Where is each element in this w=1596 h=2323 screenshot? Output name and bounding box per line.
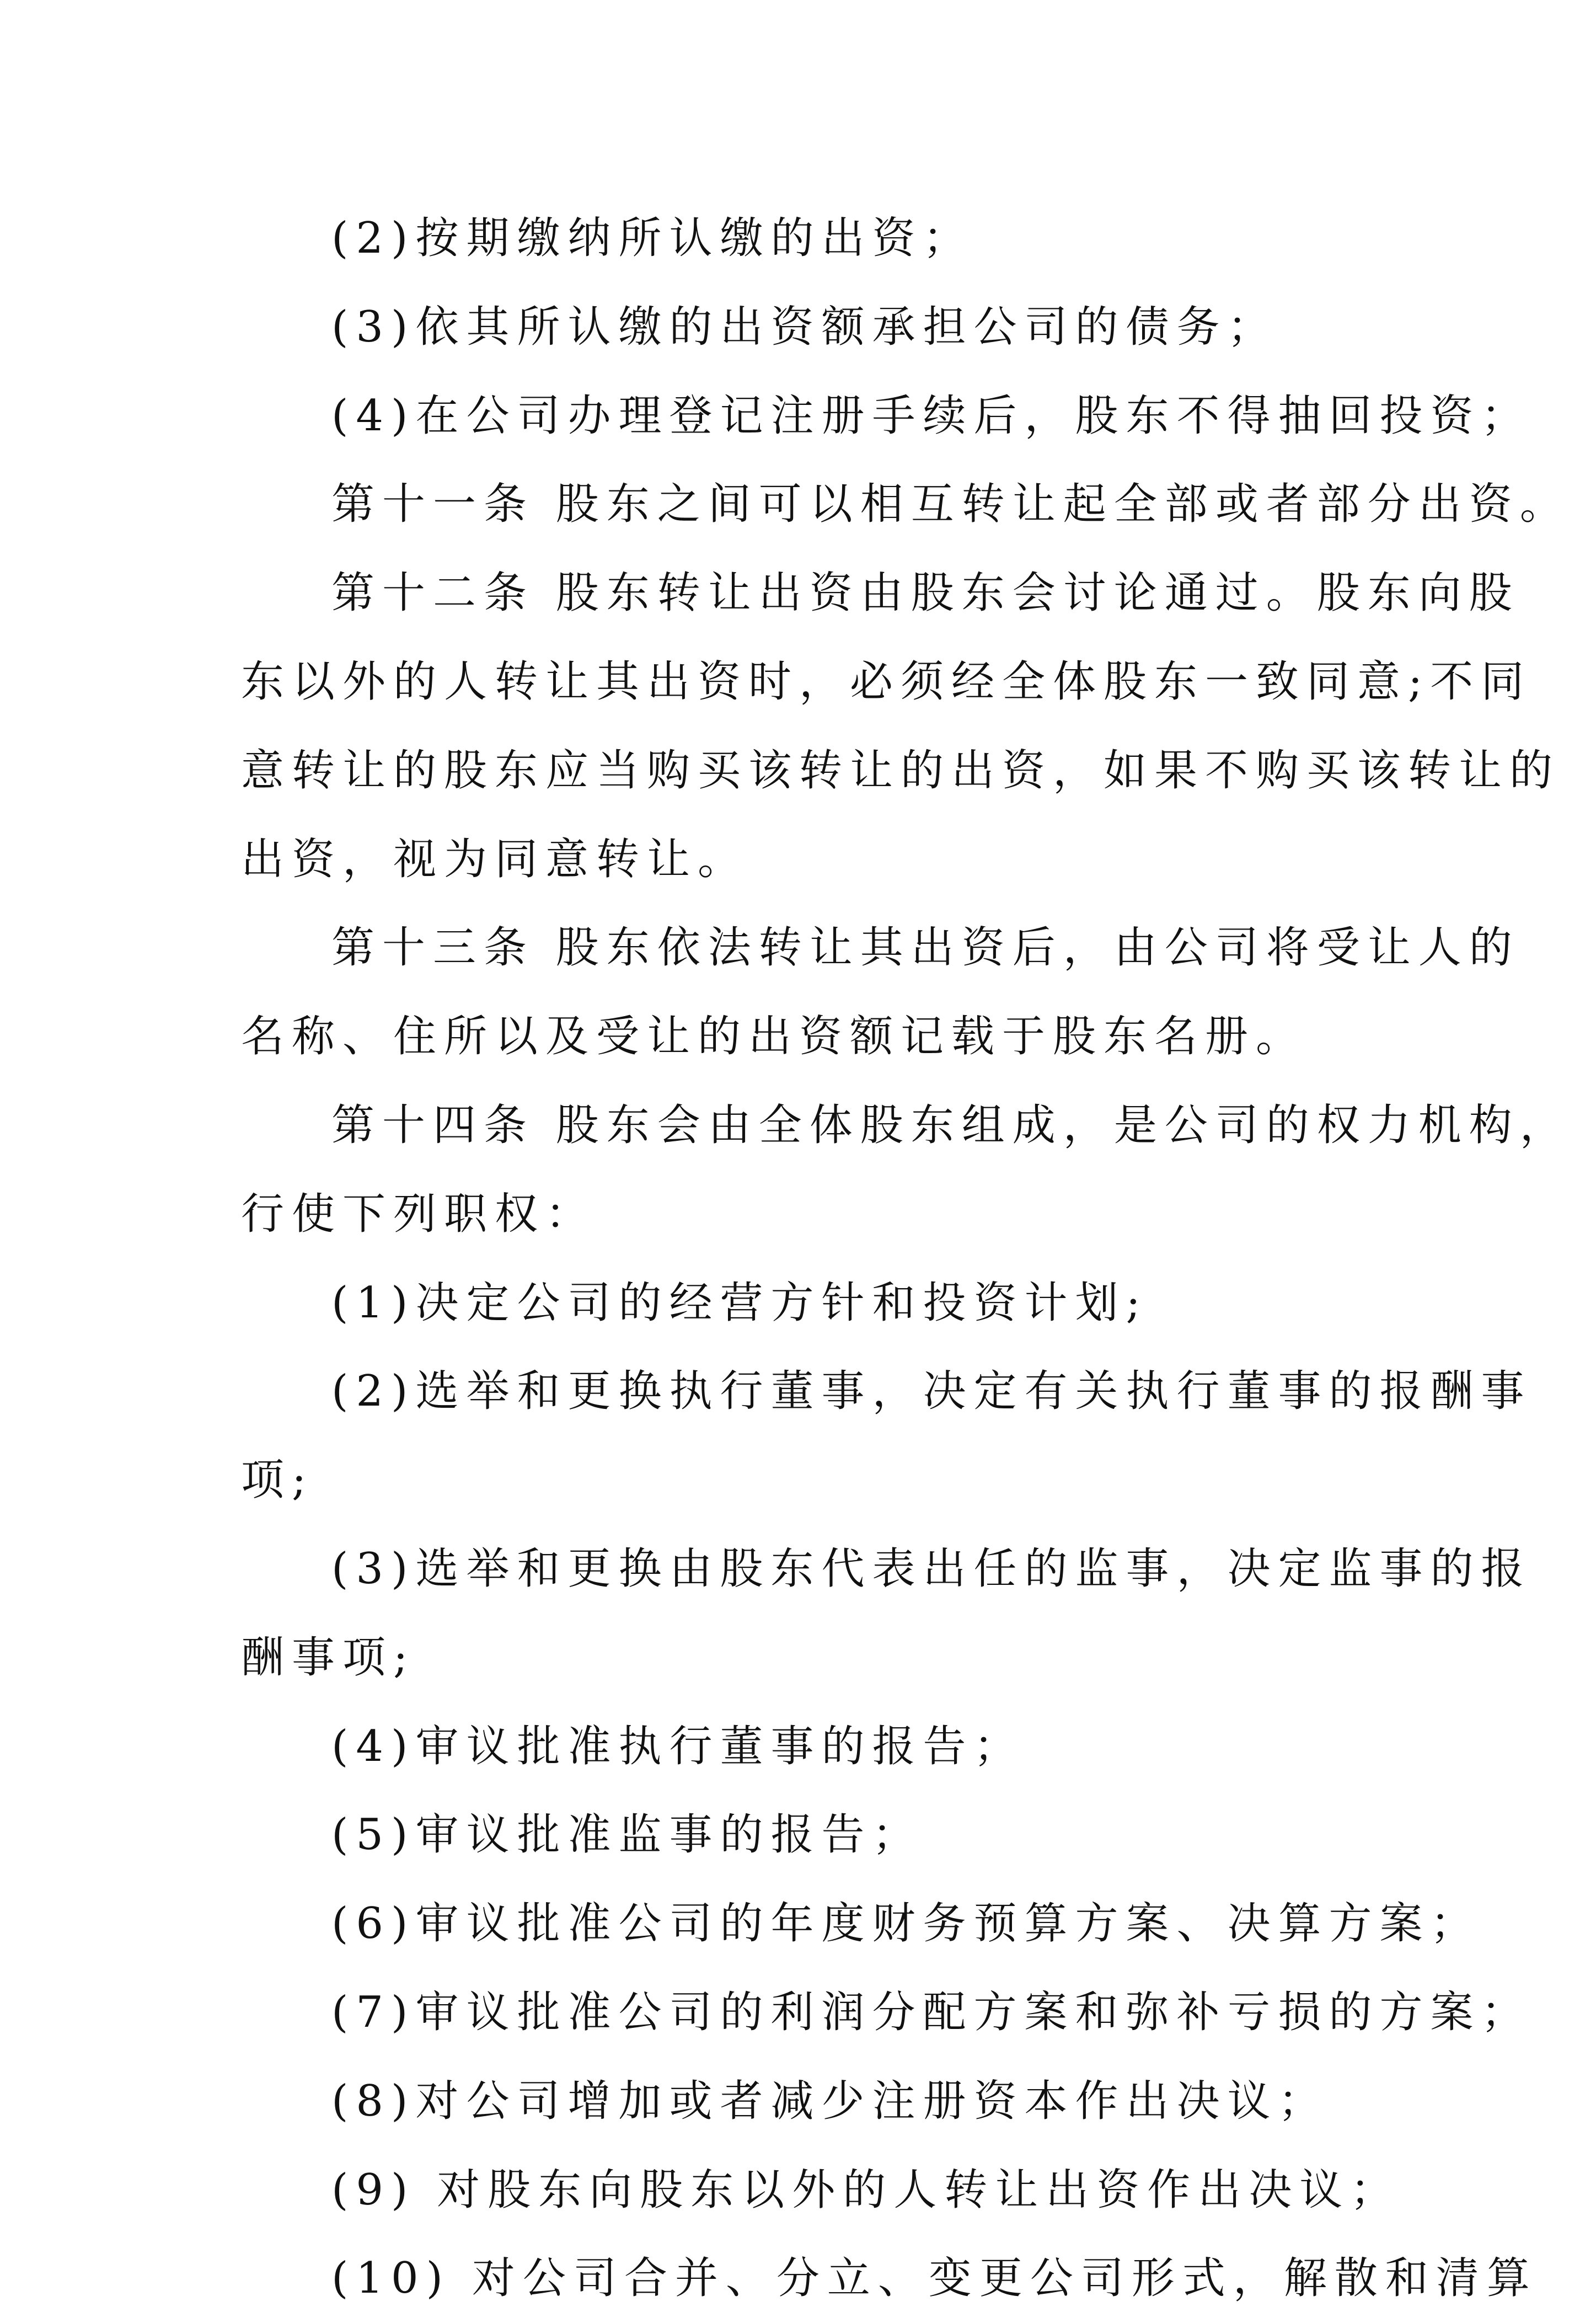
text-line: 第十三条 股东依法转让其出资后，由公司将受让人的 <box>331 923 1520 973</box>
text-line: (5)审议批准监事的报告； <box>331 1810 923 1860</box>
text-line: (4)在公司办理登记注册手续后，股东不得抽回投资； <box>331 391 1532 441</box>
text-line: (2)选举和更换执行董事，决定有关执行董事的报酬事 <box>331 1366 1532 1417</box>
text-line: 出资，视为同意转让。 <box>241 834 749 884</box>
text-line: (2)按期缴纳所认缴的出资； <box>331 213 974 263</box>
text-line: 意转让的股东应当购买该转让的出资，如果不购买该转让的 <box>241 745 1561 795</box>
text-line: (4)审议批准执行董事的报告； <box>331 1721 1025 1771</box>
text-line: 第十二条 股东转让出资由股东会讨论通过。股东向股 <box>331 568 1520 618</box>
text-line: 行使下列职权： <box>241 1189 597 1239</box>
text-line: 东以外的人转让其出资时，必须经全体股东一致同意;不同 <box>241 656 1532 707</box>
text-line: (3)选举和更换由股东代表出任的监事，决定监事的报 <box>331 1544 1532 1594</box>
text-line: (10) 对公司合并、分立、变更公司形式，解散和清算 <box>331 2253 1538 2304</box>
text-line: (3)依其所认缴的出资额承担公司的债务； <box>331 302 1278 352</box>
text-line: (1)决定公司的经营方针和投资计划; <box>331 1278 1148 1328</box>
text-line: 项; <box>241 1455 314 1505</box>
text-line: 第十一条 股东之间可以相互转让起全部或者部分出资。 <box>331 479 1571 530</box>
text-line: 第十四条 股东会由全体股东组成，是公司的权力机构， <box>331 1100 1571 1150</box>
text-line: 名称、住所以及受让的出资额记载于股东名册。 <box>241 1012 1307 1062</box>
text-line: (8)对公司增加或者减少注册资本作出决议； <box>331 2076 1329 2126</box>
document-body <box>241 194 1571 2323</box>
text-line: (6)审议批准公司的年度财务预算方案、决算方案； <box>331 1899 1481 1949</box>
text-line: (9) 对股东向股东以外的人转让出资作出决议； <box>331 2165 1401 2215</box>
text-line: 酬事项; <box>241 1632 416 1683</box>
text-line: (7)审议批准公司的利润分配方案和弥补亏损的方案； <box>331 1987 1532 2037</box>
